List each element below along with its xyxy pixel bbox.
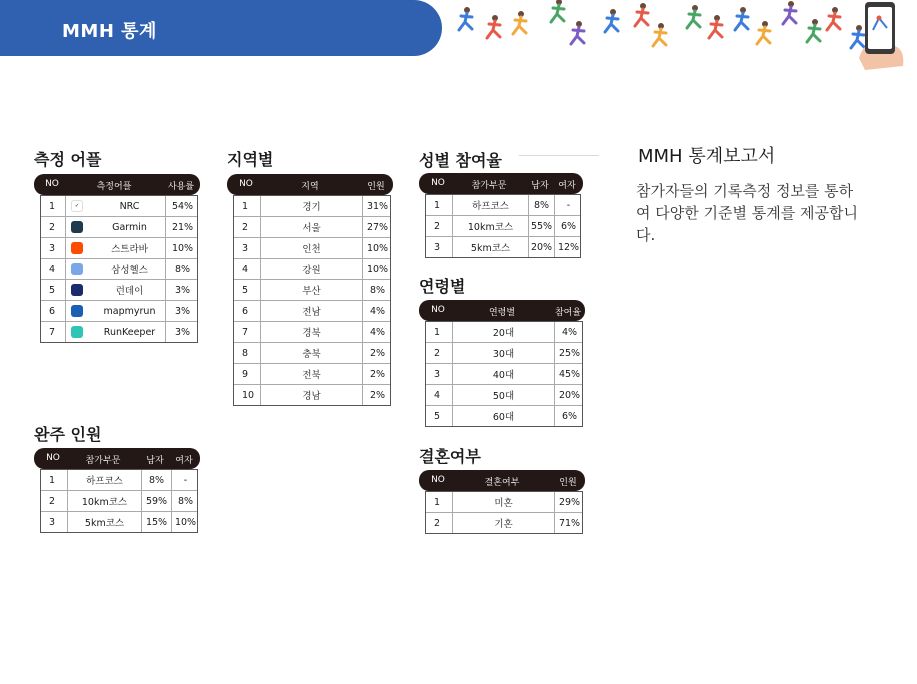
age-cell-pct: 20% [554,385,584,405]
apps-cell-pct: 3% [165,322,199,342]
region-table-body [233,195,391,406]
marriage-title: 결혼여부 [419,447,481,466]
runner-figure [783,1,796,24]
table-row [426,491,582,512]
apps-cell-name: NRC [65,196,165,216]
age-cell-no: 4 [434,389,441,401]
table-row [426,215,580,236]
age-cell-name: 40대 [452,364,554,384]
apps-cell-name: mapmyrun [65,301,165,321]
report-title: MMH 통계보고서 [638,146,776,167]
region-cell-name: 강원 [260,259,362,279]
gender-cell-f: 6% [554,216,582,236]
runner-figure [709,15,722,38]
table-row [234,216,390,237]
gender-header-cell: 여자 [558,181,576,191]
region-cell-name: 부산 [260,280,362,300]
table-row [41,469,197,490]
gender-table-body [425,194,581,258]
table-row [426,236,580,257]
region-cell-no: 7 [242,326,249,338]
title-divider [519,155,599,156]
table-row [426,363,582,384]
age-header-cell: 참여율 [554,308,582,318]
gender-cell-f: - [554,195,582,215]
finish-table-body [40,469,198,533]
table-row [41,216,197,237]
garmin-icon [71,221,83,233]
marriage-header-cell: 결혼여부 [484,478,520,488]
header-banner [0,0,442,56]
table-row [234,321,390,342]
runner-figure [653,23,666,46]
region-cell-name: 경남 [260,385,362,405]
apps-cell-no: 2 [49,221,56,233]
gender-table-header [419,173,583,194]
table-row [234,195,390,216]
apps-cell-pct: 3% [165,280,199,300]
table-row [234,300,390,321]
gender-cell-m: 8% [528,195,554,215]
age-header-cell: 연령별 [488,308,516,318]
region-cell-pct: 27% [362,217,392,237]
apps-cell-pct: 54% [165,196,199,216]
table-row [41,300,197,321]
region-cell-no: 4 [242,263,249,275]
finish-cell-name: 5km코스 [67,512,141,532]
gender-header-cell: NO [431,178,445,188]
marriage-header-cell: 인원 [559,478,577,488]
table-row [41,195,197,216]
region-header-cell: 지역 [301,182,319,192]
region-header-cell: NO [239,179,253,189]
apps-cell-no: 1 [49,200,56,212]
apps-cell-name: 삼성헬스 [65,259,165,279]
runner-figure [687,5,700,28]
gender-cell-name: 10km코스 [452,216,528,236]
apps-header-cell: 사용률 [167,182,195,192]
apps-cell-no: 7 [49,326,56,338]
region-table-header [227,174,393,195]
age-cell-pct: 25% [554,343,584,363]
apps-cell-pct: 8% [165,259,199,279]
table-row [234,384,390,405]
region-cell-name: 충북 [260,343,362,363]
region-cell-pct: 4% [362,301,392,321]
age-table-header [419,300,585,321]
age-table-body [425,321,583,427]
runner-figure [605,9,618,32]
finish-cell-name: 10km코스 [67,491,141,511]
marriage-table-body [425,491,583,534]
table-row [41,258,197,279]
runner-figure [827,7,840,30]
apps-cell-no: 6 [49,305,56,317]
table-row [426,342,582,363]
region-cell-no: 10 [242,389,255,401]
apps-cell-pct: 10% [165,238,199,258]
region-cell-name: 경북 [260,322,362,342]
table-row [426,512,582,533]
gender-cell-no: 2 [434,220,441,232]
marriage-cell-pct: 29% [554,492,584,512]
marriage-cell-pct: 71% [554,513,584,533]
marriage-cell-no: 2 [434,517,441,529]
gender-cell-m: 55% [528,216,554,236]
gender-cell-name: 하프코스 [452,195,528,215]
apps-cell-no: 4 [49,263,56,275]
finish-header-cell: 남자 [146,456,164,466]
finish-cell-m: 8% [141,470,171,490]
region-cell-pct: 2% [362,385,392,405]
age-cell-pct: 6% [554,406,584,426]
marriage-header-cell: NO [431,475,445,485]
mapmyrun-icon [71,305,83,317]
age-cell-no: 3 [434,368,441,380]
table-row [41,490,197,511]
apps-cell-name: Garmin [65,217,165,237]
age-cell-pct: 45% [554,364,584,384]
region-cell-pct: 4% [362,322,392,342]
finish-header-cell: NO [46,453,60,463]
table-row [234,258,390,279]
finish-header-cell: 참가부문 [85,456,121,466]
table-row [41,511,197,532]
report-description: 참가자들의 기록측정 정보를 통하여 다양한 기준별 통계를 제공합니다. [636,182,858,244]
finish-cell-no: 2 [49,495,56,507]
gender-cell-m: 20% [528,237,554,257]
gender-header-cell: 남자 [531,181,549,191]
marriage-cell-no: 1 [434,496,441,508]
apps-cell-pct: 21% [165,217,199,237]
region-cell-no: 1 [242,200,249,212]
marriage-cell-name: 기혼 [452,513,554,533]
age-cell-name: 50대 [452,385,554,405]
apps-cell-name: 런데이 [65,280,165,300]
table-row [426,405,582,426]
marriage-cell-name: 미혼 [452,492,554,512]
region-cell-no: 8 [242,347,249,359]
region-title: 지역별 [227,150,274,169]
gender-cell-no: 3 [434,241,441,253]
region-cell-pct: 31% [362,196,392,216]
samsung-health-icon [71,263,83,275]
region-cell-no: 9 [242,368,249,380]
apps-cell-name: 스트라바 [65,238,165,258]
gender-title: 성별 참여율 [419,151,502,170]
gender-cell-no: 1 [434,199,441,211]
finish-cell-no: 3 [49,516,56,528]
finish-cell-no: 1 [49,474,56,486]
age-cell-no: 1 [434,326,441,338]
table-row [234,237,390,258]
region-cell-pct: 10% [362,238,392,258]
finish-cell-f: 8% [171,491,199,511]
nrc-icon: ✓ [71,200,83,212]
table-row [41,279,197,300]
finish-header-cell: 여자 [175,456,193,466]
region-cell-no: 6 [242,305,249,317]
runner-figure [635,3,648,26]
region-cell-name: 경기 [260,196,362,216]
runkeeper-icon [71,326,83,338]
finish-cell-m: 59% [141,491,171,511]
finish-cell-m: 15% [141,512,171,532]
region-cell-pct: 2% [362,343,392,363]
region-cell-pct: 10% [362,259,392,279]
age-header-cell: NO [431,305,445,315]
table-row [234,363,390,384]
region-cell-no: 2 [242,221,249,233]
age-cell-name: 60대 [452,406,554,426]
apps-title: 측정 어플 [34,150,102,169]
age-cell-no: 5 [434,410,441,422]
apps-header-cell: 측정어플 [96,182,132,192]
apps-cell-name: RunKeeper [65,322,165,342]
finish-cell-f: 10% [171,512,199,532]
runner-figure [459,7,472,30]
runday-icon [71,284,83,296]
table-row [426,384,582,405]
table-row [41,237,197,258]
phone-in-hand-icon [855,0,905,70]
finish-table-header [34,448,200,469]
age-cell-name: 20대 [452,322,554,342]
finish-cell-name: 하프코스 [67,470,141,490]
region-cell-name: 전남 [260,301,362,321]
apps-cell-pct: 3% [165,301,199,321]
table-row [426,194,580,215]
region-cell-pct: 8% [362,280,392,300]
region-header-cell: 인원 [367,182,385,192]
table-row [234,279,390,300]
region-cell-name: 인천 [260,238,362,258]
apps-table-body [40,195,198,343]
runner-figure [757,21,770,44]
region-cell-name: 서울 [260,217,362,237]
gender-header-cell: 참가부문 [471,181,507,191]
age-cell-name: 30대 [452,343,554,363]
table-row [426,321,582,342]
age-cell-no: 2 [434,347,441,359]
gender-cell-name: 5km코스 [452,237,528,257]
table-row [41,321,197,342]
region-cell-name: 전북 [260,364,362,384]
marriage-table-header [419,470,585,491]
runners-illustration [455,0,917,70]
region-cell-no: 5 [242,284,249,296]
region-cell-no: 3 [242,242,249,254]
apps-cell-no: 5 [49,284,56,296]
runner-figure [571,21,584,44]
apps-header-cell: NO [45,179,59,189]
runner-figure [487,15,500,38]
apps-cell-no: 3 [49,242,56,254]
page-title: MMH 통계 [62,21,157,42]
runner-figure [735,7,748,30]
runner-figure [551,0,564,22]
runner-figure [807,19,820,42]
finish-cell-f: - [171,470,199,490]
region-cell-pct: 2% [362,364,392,384]
gender-cell-f: 12% [554,237,582,257]
table-row [234,342,390,363]
runner-figure [513,11,526,34]
finish-title: 완주 인원 [34,425,102,444]
age-cell-pct: 4% [554,322,584,342]
apps-table-header [34,174,200,195]
strava-icon [71,242,83,254]
age-title: 연령별 [419,277,466,296]
